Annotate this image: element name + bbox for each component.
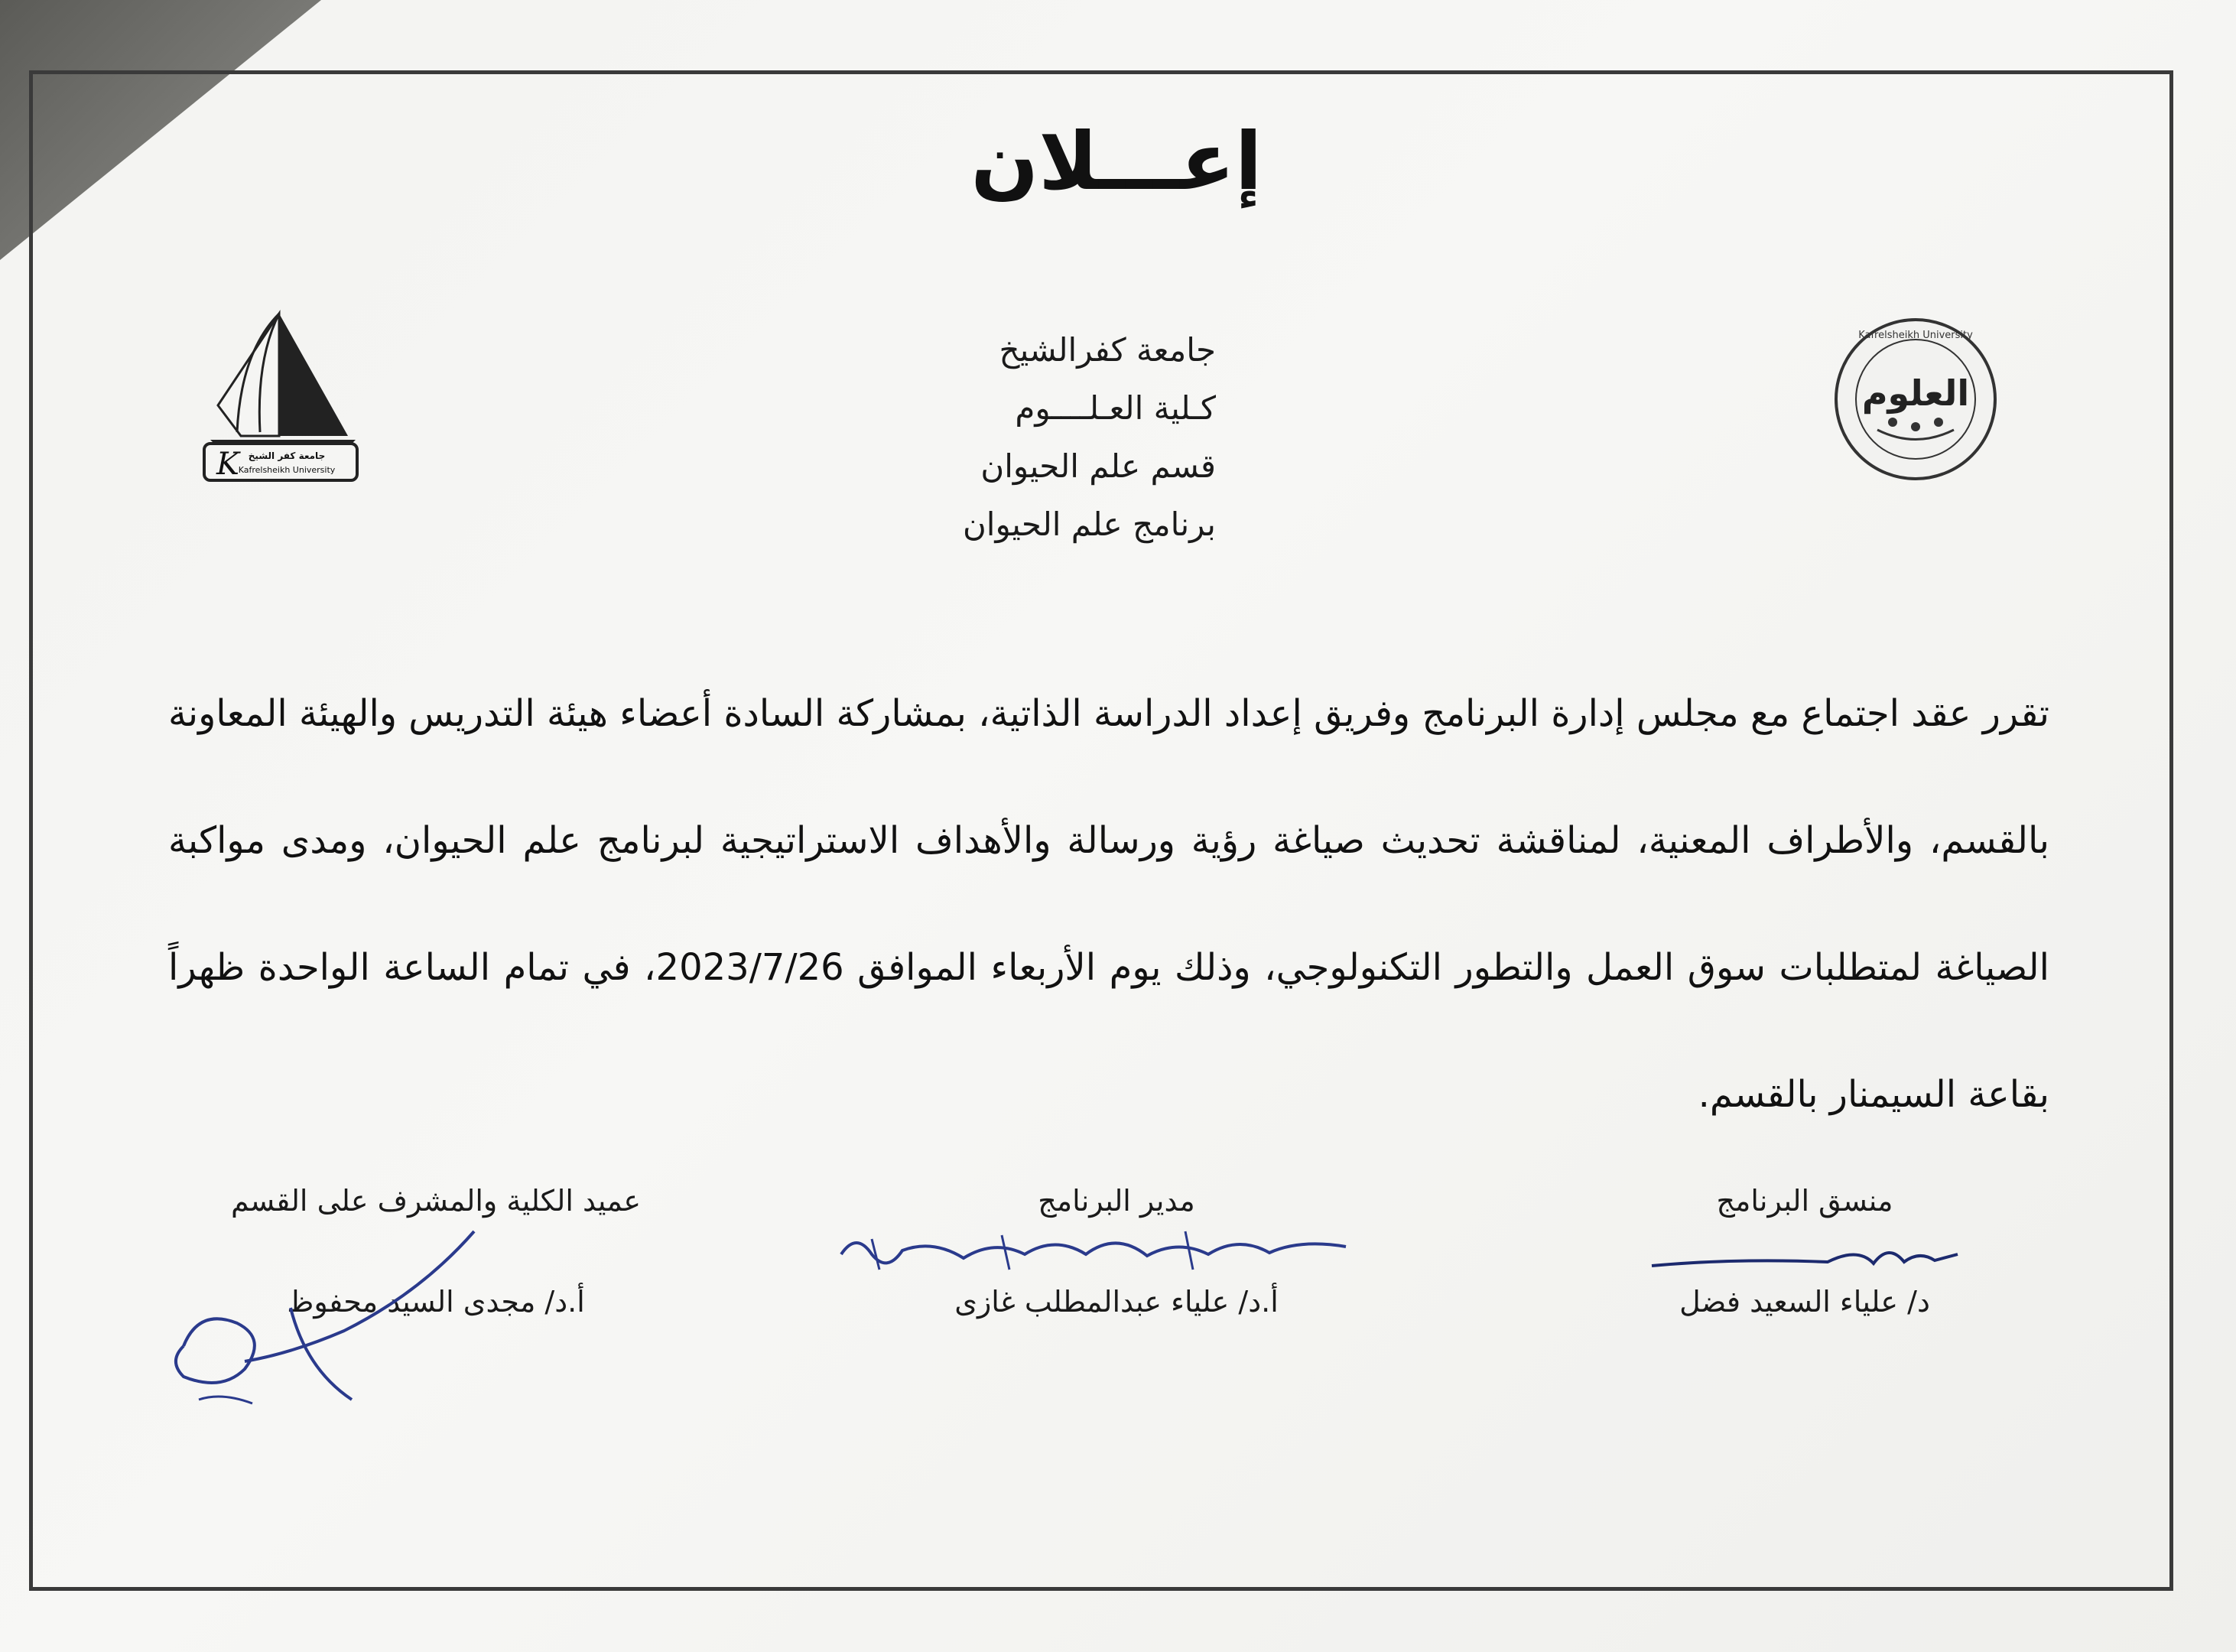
svg-text:K: K — [216, 447, 239, 482]
svg-text:Kafrelsheikh University: Kafrelsheikh University — [1858, 330, 1973, 341]
coordinator-handwritten-signature — [1644, 1231, 1965, 1285]
dean-handwritten-signature — [153, 1216, 505, 1423]
director-role: مدير البرنامج — [1038, 1184, 1195, 1218]
director-name: أ.د/ علياء عبدالمطلب غازى — [954, 1285, 1279, 1319]
coordinator-name: د/ علياء السعيد فضل — [1679, 1285, 1930, 1319]
program-name: برنامج علم الحيوان — [962, 506, 1216, 543]
university-name: جامعة كفرالشيخ — [999, 331, 1216, 369]
dean-name: أ.د/ مجدى السيد محفوظ — [287, 1285, 585, 1319]
coordinator-role: منسق البرنامج — [1716, 1184, 1893, 1218]
department-name: قسم علم الحيوان — [980, 447, 1216, 485]
svg-text:Kafrelsheikh University: Kafrelsheikh University — [238, 465, 336, 475]
faculty-name: كـلية العـلــــوم — [1015, 389, 1216, 427]
faculty-of-science-seal — [1831, 315, 2000, 483]
announcement-title: إعـــلان — [970, 115, 1263, 208]
institution-header — [826, 321, 1216, 554]
svg-text:العلوم: العلوم — [1861, 372, 1970, 414]
announcement-body: تقرر عقد اجتماع مع مجلس إدارة البرنامج وفريق إعداد الدراسة الذاتية، بمشاركة السادة أعضاء هيئة التدريس والهيئة المعاونة بالقسم، والأطراف المعنية، لمناقشة تحديث صياغة رؤية ورسالة والأهداف الاستراتيجية لبرنامج علم الحيوان، ومدى مواكبة الصياغة لمتطلبات سوق العمل والتطور التكنولوجي، وذلك يوم الأربعاء الموافق 2023/7/26، في تمام الساعة الواحدة ظهراً بقاعة السيمنار بالقسم. — [168, 692, 2049, 1116]
kafrelsheikh-university-sail-logo — [195, 306, 367, 486]
director-handwritten-signature — [826, 1216, 1361, 1285]
dean-role: عميد الكلية والمشرف على القسم — [230, 1184, 642, 1218]
svg-text:جامعة كفر الشيخ: جامعة كفر الشيخ — [248, 450, 326, 461]
